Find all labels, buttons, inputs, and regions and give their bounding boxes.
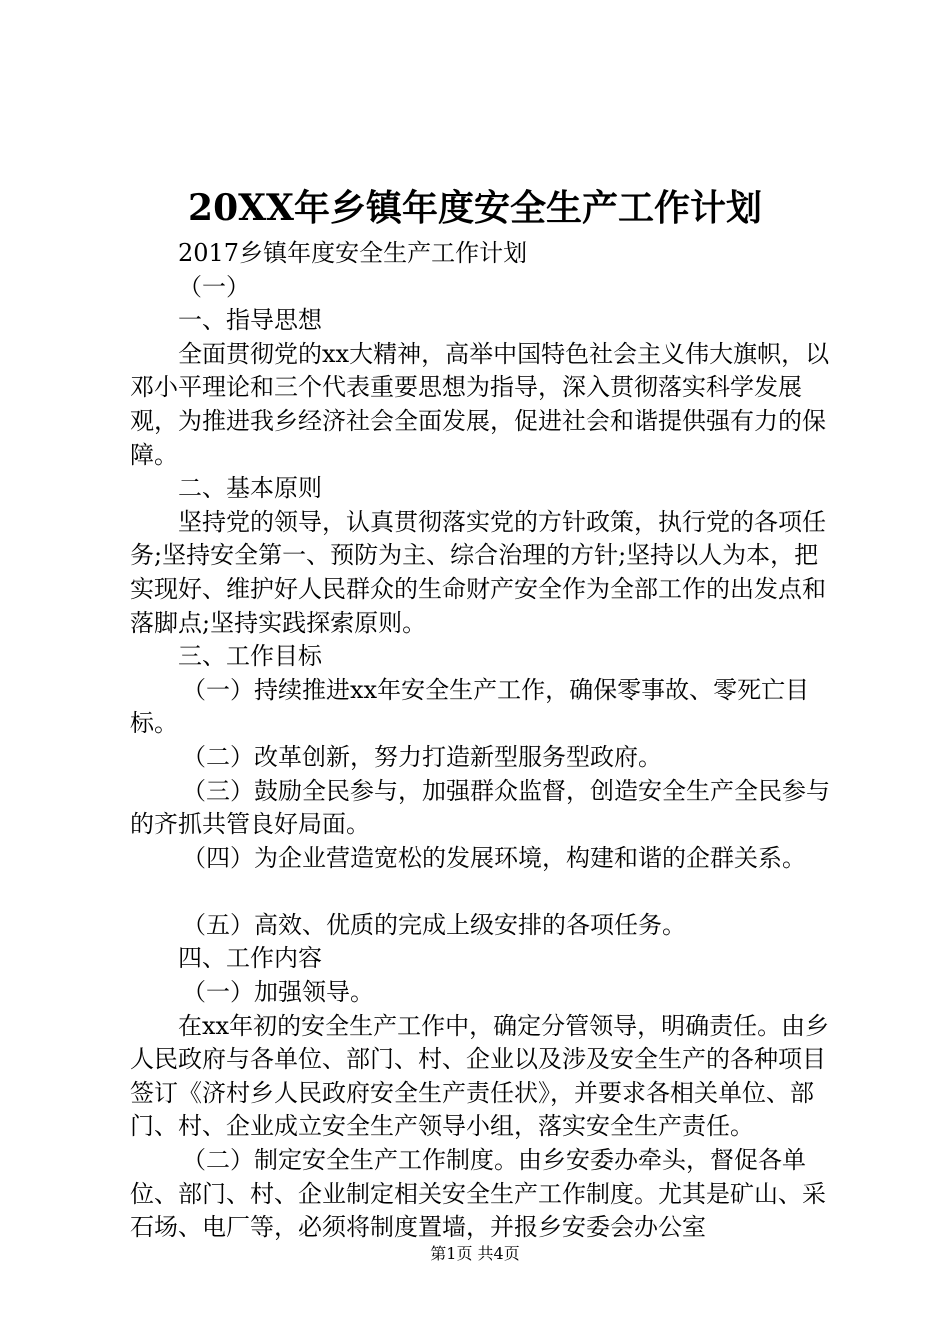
document-body (130, 237, 840, 1245)
goal-item-3: （三）鼓励全民参与，加强群众监督，创造安全生产全民参与的齐抓共管良好局面。 (130, 776, 830, 839)
heading-basic-principles: 二、基本原则 (178, 474, 322, 503)
goal-item-5: （五）高效、优质的完成上级安排的各项任务。 (182, 910, 686, 939)
goal-item-4: （四）为企业营造宽松的发展环境，构建和谐的企群关系。 (182, 843, 806, 872)
heading-guiding-thought: 一、指导思想 (178, 306, 322, 335)
heading-work-content: 四、工作内容 (178, 944, 322, 973)
page-footer: 第1页 共4页 (430, 1244, 520, 1263)
heading-work-goals: 三、工作目标 (178, 642, 322, 671)
paragraph-guiding-thought: 全面贯彻党的xx大精神，高举中国特色社会主义伟大旗帜，以邓小平理论和三个代表重要思想为指导，深入贯彻落实科学发展观，为推进我乡经济社会全面发展，促进社会和谐提供强有力的保障。 (130, 339, 830, 469)
subtitle-paragraph: 2017乡镇年度安全生产工作计划 (178, 239, 528, 267)
blank-line (130, 875, 840, 909)
paragraph-strengthen-leadership: 在xx年初的安全生产工作中，确定分管领导，明确责任。由乡人民政府与各单位、部门、村、企业以及涉及安全生产的各种项目签订《济村乡人民政府安全生产责任状》，并要求各相关单位、部门、村、企业成立安全生产领导小组，落实安全生产责任。 (130, 1011, 830, 1141)
content-item-1-heading: （一）加强领导。 (182, 978, 374, 1007)
goal-item-1: （一）持续推进xx年安全生产工作，确保零事故、零死亡目标。 (130, 675, 810, 738)
paragraph-basic-principles: 坚持党的领导，认真贯彻落实党的方针政策，执行党的各项任务;坚持安全第一、预防为主、综合治理的方针;坚持以人为本，把实现好、维护好人民群众的生命财产安全作为全部工作的出发点和落脚点;坚持实践探索原则。 (130, 507, 826, 637)
goal-item-2: （二）改革创新，努力打造新型服务型政府。 (182, 742, 662, 771)
paragraph-safety-system: （二）制定安全生产工作制度。由乡安委办牵头，督促各单位、部门、村、企业制定相关安全生产工作制度。尤其是矿山、采石场、电厂等，必须将制度置墙，并报乡安委会办公室 (130, 1146, 826, 1242)
document-title: 20XX年乡镇年度安全生产工作计划 (188, 187, 762, 229)
section-number: （一） (178, 272, 250, 301)
